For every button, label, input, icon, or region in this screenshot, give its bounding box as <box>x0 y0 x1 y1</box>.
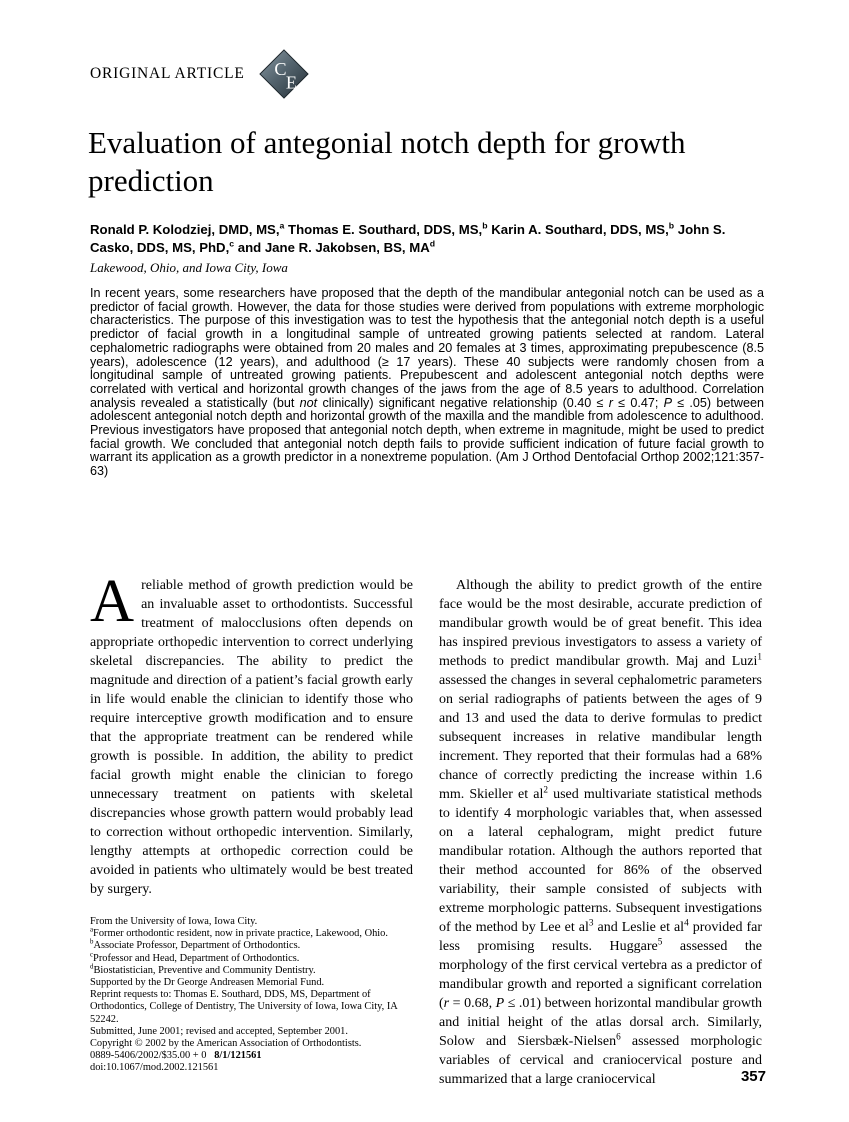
footnote-line: doi:10.1067/mod.2002.121561 <box>90 1062 219 1074</box>
abstract-text: In recent years, some researchers have proposed that the depth of the mandibular antegonial notch can be used as a predictor of facial growth. However, the data for those studies were derived from populations with extreme morphologic characteristics. The purpose of this investigation was to test the hypothesis that the antegonial notch depth is a useful predictor of facial growth in a longitudinal sample of untreated growing patients selected at random. Lateral cephalometric radiographs were obtained from 20 males and 20 females at 3 times, approximating prepubescence (8.5 years), adolescence (12 years), and adulthood (≥ 17 years). These 40 subjects were randomly chosen from a longitudinal sample of untreated growing patients. Prepubescent and adolescent antegonial notch depths were correlated with vertical and horizontal growth changes of the jaws from the age of 8.5 years to adulthood. Correlation analysis revealed a statistically (but not clinically) significant negative relationship (0.40 ≤ r ≤ 0.47; P ≤ .05) between adolescent antegonial notch depth and horizontal growth of the maxilla and the mandible from adolescence to adulthood. Previous investigators have proposed that antegonial notch depth, when extreme in magnitude, might be used to predict facial growth. We concluded that antegonial notch depth fails to provide sufficient indication of future facial growth to warrant its application as a growth predictor in a nonextreme population. (Am J Orthod Dentofacial Orthop 2002;121:357-63) <box>90 286 764 479</box>
ce-badge-letter-c: C <box>274 58 287 79</box>
ce-badge-letter-e: E <box>285 72 297 93</box>
drop-cap: A <box>90 568 135 635</box>
footnote-line: $^c$Professor and Head, Department of Orthodontics. <box>90 951 300 964</box>
left-column <box>90 568 413 899</box>
footnote-line: $^b$Associate Professor, Department of Orthodontics. <box>90 938 301 952</box>
intro-paragraph <box>90 568 413 899</box>
article-type-label: ORIGINAL ARTICLE <box>90 65 245 82</box>
right-column <box>439 576 762 1089</box>
footnote-line: Reprint requests to: Thomas E. Southard, DDS, MS, Department of Orthodontics, College of Dentistry, The University of Iowa, Iowa City, IA 52242. <box>90 989 398 1025</box>
affiliation-line: Lakewood, Ohio, and Iowa City, Iowa <box>90 260 288 275</box>
footnote-line: 0889-5406/2002/$35.00 + 0 8/1/121561 <box>90 1050 262 1062</box>
page-number: 357 <box>740 1068 766 1085</box>
ce-badge-icon <box>259 48 309 100</box>
intro-paragraph-text: reliable method of growth prediction would be an invaluable asset to orthodontists. Successful treatment of malocclusions often depends on appropriate orthopedic intervention to correct underlying skeletal discrepancies. The ability to predict the magnitude and direction of a patient’s facial growth early in life would enable the clinician to identify those who require interceptive growth modification and to ensure that the appropriate treatment can be rendered while growth is possible. In addition, the ability to predict facial growth might enable the clinician to forego unnecessary treatment on patients with skeletal discrepancies whose growth pattern would probably lead to correction without orthopedic intervention. Similarly, lengthy attempts at orthopedic correction could be avoided in patients who ultimately would be best treated by surgery. <box>90 578 413 897</box>
authors-line: Ronald P. Kolodziej, DMD, MS,$^a$ Thomas E. Southard, DDS, MS,$^b$ Karin A. Southard, DDS, MS,$^b$ John S. Casko, DDS, MS, PhD,$^c$ and Jane R. Jakobsen, BS, $MA^d$ <box>90 220 726 255</box>
article-type-header <box>90 46 309 102</box>
footnote-line: $^d$Biostatistician, Preventive and Community Dentistry. <box>90 963 316 976</box>
footnote-line: Copyright © 2002 by the American Association of Orthodontists. <box>90 1038 362 1050</box>
footnote-line: $^a$Former orthodontic resident, now in private practice, Lakewood, Ohio. <box>90 926 388 940</box>
footnote-line: From the University of Iowa, Iowa City. <box>90 916 258 927</box>
footnote-line: Submitted, June 2001; revised and accepted, September 2001. <box>90 1025 348 1037</box>
footnote-line: Supported by the Dr George Andreasen Memorial Fund. <box>90 977 325 989</box>
article-title: Evaluation of antegonial notch depth for growth prediction <box>88 125 686 198</box>
body-paragraph: Although the ability to predict growth of the entire face would be the most desirable, accurate prediction of mandibular growth would be of great benefit. This idea has inspired previous investigators to assess a variety of methods to predict mandibular growth. Maj and Luzi$^1$ assessed the changes in several cephalometric parameters on serial radiographs of patients between the ages of 9 and 13 and used the data to derive formulas to predict subsequent increases in relative mandibular length increment. They reported that their formulas had a 68% chance of correctly predicting the increase within 1.6 mm. Skieller et $al^2$ used multivariate statistical methods to identify 4 morphologic variables that, when assessed on a lateral cephalogram, might predict future mandibular rotation. Although the authors reported that their method accounted for 86% of the observed variability, their sample consisted of subjects with extreme morphologic patterns. Subsequent investigations of the method by Lee et $al^3$ and Leslie et $al^4$ provided far less promising results. Huggare$^5$ assessed the morphology of the first cervical vertebra as a predictor of mandibular growth and reported a significant correlation (r = 0.68, P ≤ .01) between horizontal mandibular growth and initial height of the atlas dorsal arch. Similarly, Solow and Siersbæk-Nielsen$^6$ assessed morphologic variables of cervical and craniocervical posture and summarized that a large craniocervical <box>439 578 763 1087</box>
footnotes-block <box>90 916 414 1075</box>
